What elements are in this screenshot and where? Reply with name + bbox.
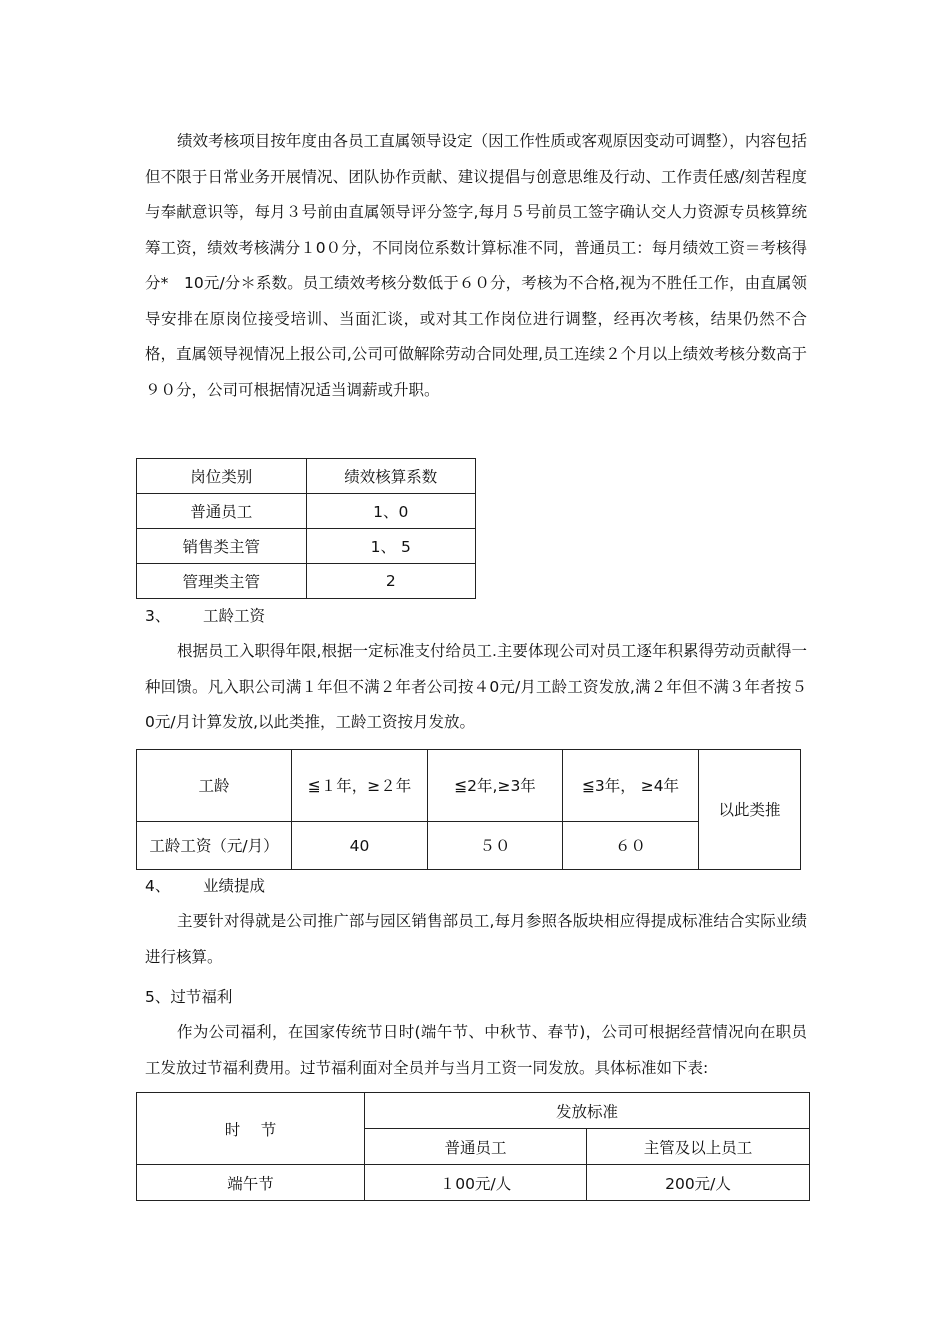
seniority-table <box>136 749 801 870</box>
table-cell: 2 <box>306 564 476 599</box>
table-cell: 销售类主管 <box>137 529 307 564</box>
header-position-type: 岗位类别 <box>137 459 307 494</box>
section-number: 3、 <box>145 607 171 625</box>
commission-paragraph: 主要针对得就是公司推广部与园区销售部员工,每月参照各版块相应得提成标准结合实际业绩进行核算。 <box>145 912 807 966</box>
header-coefficient: 绩效核算系数 <box>306 459 476 494</box>
festival-header: 时 节 <box>137 1093 365 1165</box>
standard-header: 发放标准 <box>365 1093 810 1129</box>
seniority-paragraph: 根据员工入职得年限,根据一定标准支付给员工.主要体现公司对员工逐年积累得劳动贡献得一种回馈。凡入职公司满１年但不满２年者公司按４0元/月工龄工资发放,满２年但不满３年者按５0元/月计算发放,以此类推，工龄工资按月发放。 <box>145 642 807 731</box>
table-row <box>137 494 476 529</box>
table-cell: 1、0 <box>306 494 476 529</box>
amount-cell: ５０ <box>428 822 563 870</box>
table-cell: 1、 5 <box>306 529 476 564</box>
table-row <box>137 564 476 599</box>
table-cell: 端午节 <box>137 1165 365 1201</box>
performance-paragraph: 绩效考核项目按年度由各员工直属领导设定（因工作性质或客观原因变动可调整），内容包括但不限于日常业务开展情况、团队协作贡献、建议提倡与创意思维及行动、工作责任感/刻苦程度与奉献意识等，每月３号前由直属领导评分签字,每月５号前员工签字确认交人力资源专员核算统筹工资，绩效考核满分１0０分，不同岗位系数计算标准不同，普通员工：每月绩效工资＝考核得分* 10元/分＊系数。员工绩效考核分数低于６０分，考核为不合格,视为不胜任工作，由直属领导安排在原岗位接受培训、当面汇谈，或对其工作岗位进行调整，经再次考核，结果仍然不合格，直属领导视情况上报公司,公司可做解除劳动合同处理,员工连续２个月以上绩效考核分数高于９０分，公司可根据情况适当调薪或升职。 <box>145 132 807 399</box>
table-cell: １00元/人 <box>365 1165 587 1201</box>
bracket-cell: ≦3年， ≥4年 <box>563 750 699 822</box>
table-row <box>137 529 476 564</box>
bracket-cell: ≦１年，≥２年 <box>292 750 428 822</box>
holiday-paragraph: 作为公司福利，在国家传统节日时(端午节、中秋节、春节)，公司可根据经营情况向在职员工发放过节福利费用。过节福利面对全员并与当月工资一同发放。具体标准如下表: <box>145 1023 807 1077</box>
table-row <box>137 750 801 822</box>
table-row <box>137 1165 810 1201</box>
seniority-label: 工龄 <box>137 750 292 822</box>
holiday-table <box>136 1092 810 1201</box>
section-title: 工龄工资 <box>203 607 266 625</box>
table-row <box>137 459 476 494</box>
seniority-pay-label: 工龄工资（元/月） <box>137 822 292 870</box>
table-row <box>137 1093 810 1129</box>
sub-header-regular: 普通员工 <box>365 1129 587 1165</box>
table-cell: 普通员工 <box>137 494 307 529</box>
amount-cell: ６０ <box>563 822 699 870</box>
coefficient-table <box>136 458 476 599</box>
amount-cell: 40 <box>292 822 428 870</box>
section-heading-seniority <box>145 604 265 628</box>
section-number: 4、 <box>145 877 171 895</box>
bracket-cell: ≦2年,≥3年 <box>428 750 563 822</box>
table-cell: 200元/人 <box>587 1165 810 1201</box>
section-heading-commission <box>145 874 265 898</box>
table-cell: 管理类主管 <box>137 564 307 599</box>
section-title: 业绩提成 <box>203 877 266 895</box>
and-so-on-cell: 以此类推 <box>699 750 801 870</box>
sub-header-supervisor: 主管及以上员工 <box>587 1129 810 1165</box>
section-heading-holiday: 5、过节福利 <box>145 988 233 1006</box>
